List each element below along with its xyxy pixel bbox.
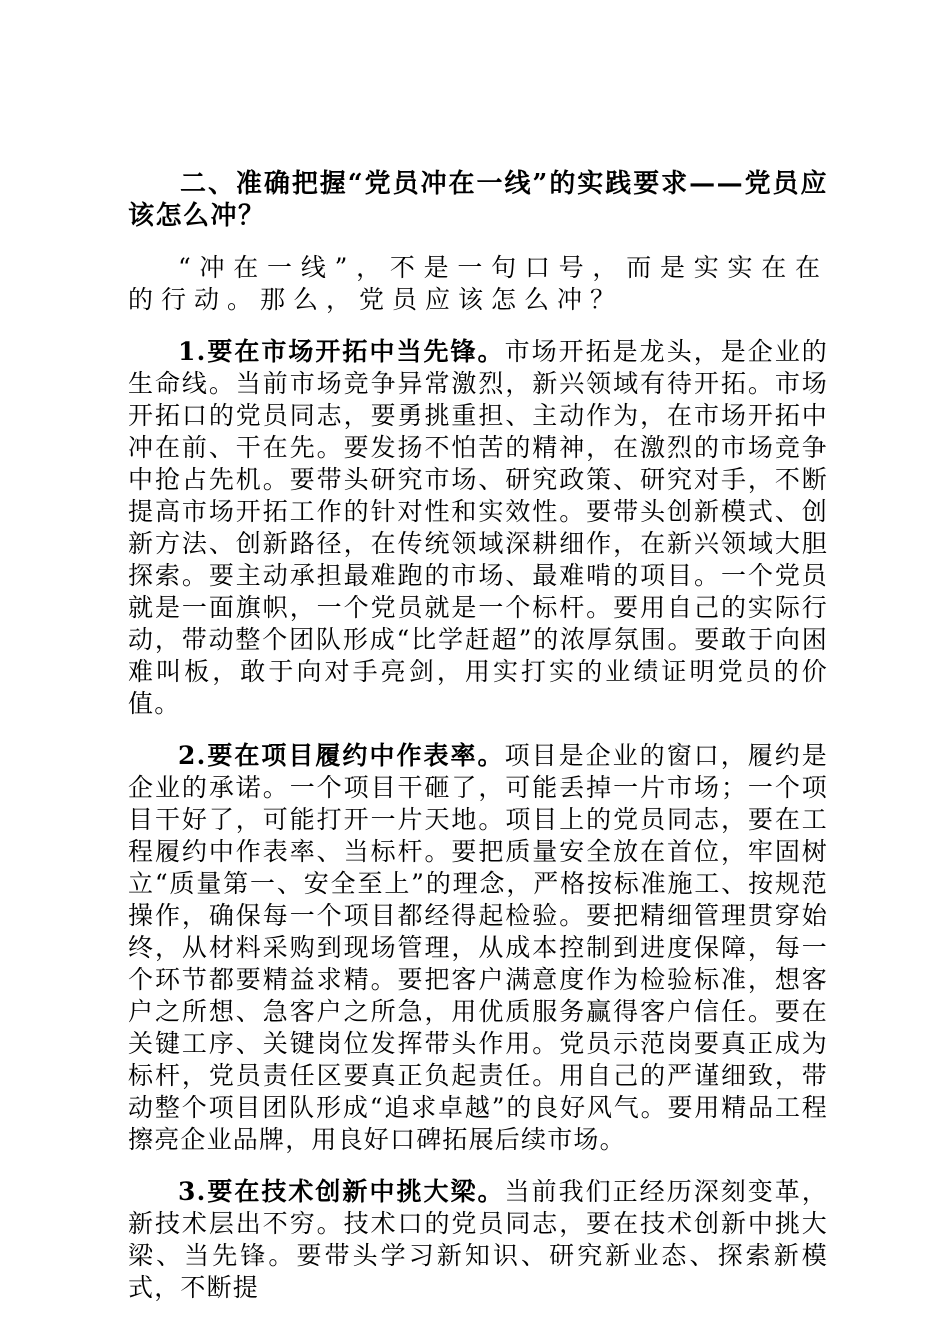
- paragraph-lead: 2.要在项目履约中作表率。: [178, 741, 505, 770]
- paragraph-project: [128, 740, 828, 1156]
- paragraph-lead: 3.要在技术创新中挑大梁。: [178, 1177, 505, 1206]
- document-page: [128, 168, 828, 1324]
- section-heading: 二、准确把握“党员冲在一线”的实践要求——党员应该怎么冲？: [128, 169, 828, 231]
- paragraph-technology: [128, 1176, 828, 1304]
- paragraph-body: 市场开拓是龙头，是企业的生命线。当前市场竞争异常激烈，新兴领域有待开拓。市场开拓口的党员同志，要勇挑重担、主动作为，在市场开拓中冲在前、干在先。要发扬不怕苦的精神，在激烈的市场竞争中抢占先机。要带头研究市场、研究政策、研究对手，不断提高市场开拓工作的针对性和实效性。要带头创新模式、创新方法、创新路径，在传统领域深耕细作，在新兴领域大胆探索。要主动承担最难跑的市场、最难啃的项目。一个党员就是一面旗帜，一个党员就是一个标杆。要用自己的实际行动，带动整个团队形成“比学赶超”的浓厚氛围。要敢于向困难叫板，敢于向对手亮剑，用实打实的业绩证明党员的价值。: [128, 337, 828, 718]
- intro-paragraph: “冲在一线”，不是一句口号，而是实实在在的行动。那么，党员应该怎么冲？: [128, 253, 828, 314]
- paragraph-body: 当前我们正经历深刻变革，新技术层出不穷。技术口的党员同志，要在技术创新中挑大梁、当先锋。要带头学习新知识、研究新业态、探索新模式，不断提: [128, 1177, 828, 1302]
- paragraph-lead: 1.要在市场开拓中当先锋。: [178, 337, 505, 366]
- paragraph-body: 项目是企业的窗口，履约是企业的承诺。一个项目干砸了，可能丢掉一片市场；一个项目干好了，可能打开一片天地。项目上的党员同志，要在工程履约中作表率、当标杆。要把质量安全放在首位，牢固树立“质量第一、安全至上”的理念，严格按标准施工、按规范操作，确保每一个项目都经得起检验。要把精细管理贯穿始终，从材料采购到现场管理，从成本控制到进度保障，每一个环节都要精益求精。要把客户满意度作为检验标准，想客户之所想、急客户之所急，用优质服务赢得客户信任。要在关键工序、关键岗位发挥带头作用。党员示范岗要真正成为标杆，党员责任区要真正负起责任。用自己的严谨细致，带动整个项目团队形成“追求卓越”的良好风气。要用精品工程擦亮企业品牌，用良好口碑拓展后续市场。: [128, 741, 828, 1154]
- paragraph-market: [128, 336, 828, 720]
